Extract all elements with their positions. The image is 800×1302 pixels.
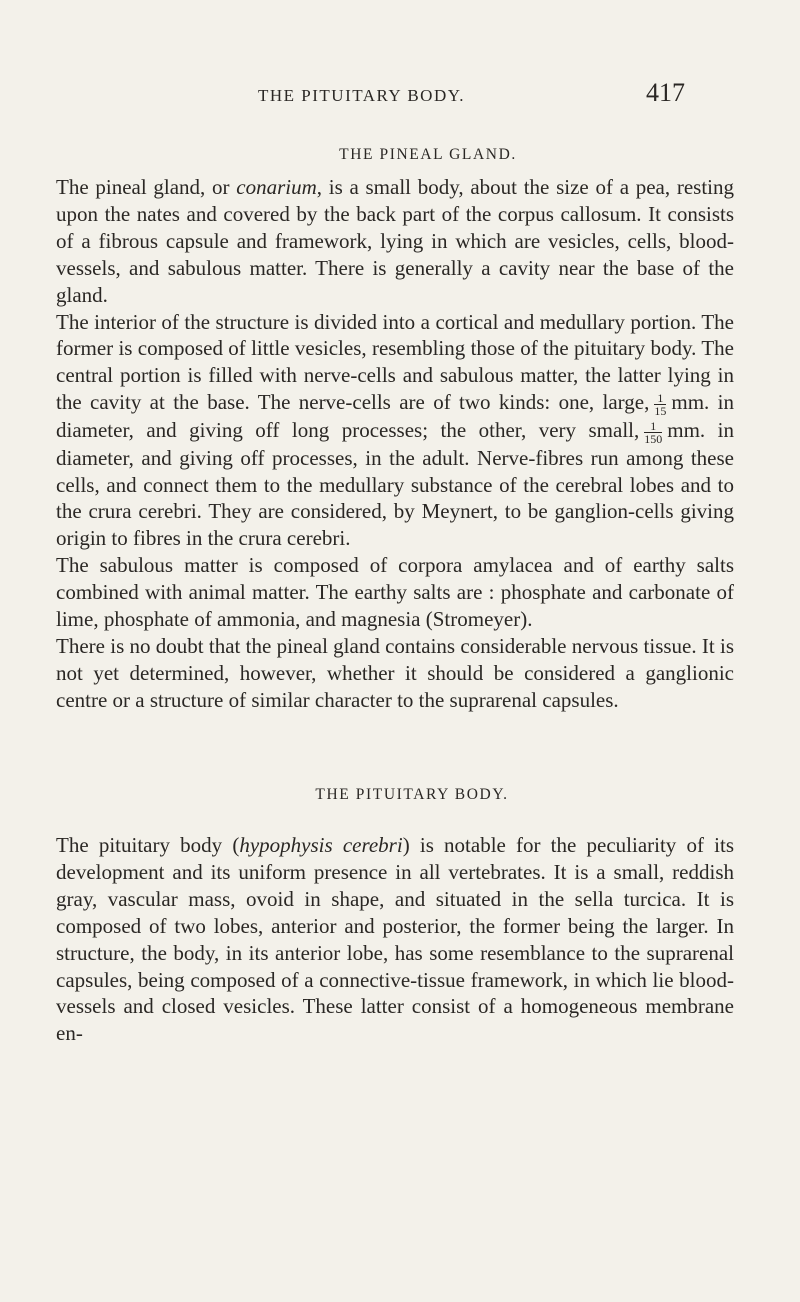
text-run: ) is notable for the peculiarity of its development and its uniform presence in all vertebrates. It is a small, reddish gray, vascular mass, ovoid in shape, and situated in the sella turcica. It is composed of two lobes, anterior and posterior, the former being the larger. In structure, the body, in its anterior lobe, has some resemblance to the suprarenal capsules, being composed of a connective-tissue framework, in which lie blood-vessels and closed vesicles. These latter consist of a homogeneous membrane en- [56,833,734,1046]
text-run: The pituitary body ( [56,833,240,857]
fraction-denominator: 15 [654,403,667,418]
fraction-numerator: 1 [654,392,666,405]
text-run: The interior of the structure is divided into a cortical and medullary portion. The former is composed of little vesicles, resembling those of the pituitary body. The central portion is filled with nerve-cells and sabulous matter, the latter lying in the cavity at the base. The nerve-cells are of two kinds: one, large, [56,309,734,415]
fraction [644,420,662,445]
text-run: The pineal gland, or [56,175,237,199]
pituitary-section-body [56,832,734,1047]
paragraph: The sabulous matter is composed of corpora amylacea and of earthy salts combined with animal matter. The earthy salts are : phosphate and carbonate of lime, phosphate of ammonia, and magnesia (Stromeyer). [56,553,734,632]
paragraph: There is no doubt that the pineal gland contains considerable nervous tissue. It is not yet determined, however, whether it should be considered a ganglionic centre or a structure of similar character to the suprarenal capsules. [56,633,734,712]
fraction-denominator: 150 [644,431,663,446]
paragraph [56,174,734,309]
running-head [0,76,800,110]
fraction [654,392,666,417]
paragraph [56,832,734,1047]
text-run: mm. in diameter, and giving off processes, in the adult. Nerve-fibres run among these cells, and connect them to the medullary substance of the cerebral lobes and to the crura cerebri. They are considered, by Meynert, to be ganglion-cells giving origin to fibres in the crura cerebri. [56,417,734,551]
page-number: 417 [646,78,685,107]
text-run: , is a small body, about the size of a pea, resting upon the nates and covered by the back part of the corpus callosum. It consists of a fibrous capsule and framework, lying in which are vesicles, cells, blood-vessels, and sabulous matter. There is generally a cavity near the base of the gland. [56,175,735,307]
latin-term: hypophysis cerebri [239,833,403,857]
paragraph [56,309,734,553]
text-run: mm. in diameter, and giving off long processes; the other, very small, [56,390,734,442]
section-heading-pituitary: THE PITUITARY BODY. [315,786,509,803]
section-heading-pineal: THE PINEAL GLAND. [339,146,517,163]
fraction-numerator: 1 [644,420,662,433]
pineal-section-body [56,174,734,714]
latin-term: conarium [236,175,317,199]
running-title: THE PITUITARY BODY. [258,86,466,105]
